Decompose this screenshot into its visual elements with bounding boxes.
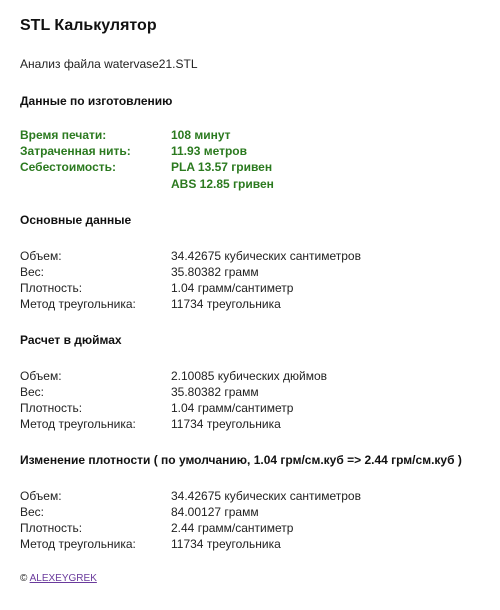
main-volume-label: Объем: [20, 249, 62, 263]
inches-weight-label: Вес: [20, 385, 45, 399]
filament-label: Затраченная нить: [20, 144, 131, 158]
print-time-value: 108 минут [171, 128, 231, 142]
print-time-row [20, 128, 490, 144]
density-weight-row [20, 505, 490, 521]
main-weight-label: Вес: [20, 265, 45, 279]
filament-value: 11.93 метров [171, 144, 248, 158]
inches-triangle-label: Метод треугольника: [20, 417, 136, 431]
density-volume-label: Объем: [20, 489, 62, 503]
cost-pla-value: PLA 13.57 гривен [171, 160, 273, 174]
main-density-value: 1.04 грамм/сантиметр [171, 281, 294, 295]
inches-weight-value: 35.80382 грамм [171, 385, 259, 399]
cost-abs-row [20, 177, 490, 193]
print-time-label: Время печати: [20, 128, 107, 142]
inches-volume-row [20, 369, 490, 385]
main-density-row [20, 281, 490, 297]
density-density-value: 2.44 грамм/сантиметр [171, 521, 294, 535]
main-triangle-value: 11734 треугольника [171, 297, 281, 311]
inches-section-title: Расчет в дюймах [20, 333, 122, 347]
density-volume-row [20, 489, 490, 505]
density-density-label: Плотность: [20, 521, 83, 535]
file-analysis-subtitle: Анализ файла watervase21.STL [20, 57, 198, 71]
inches-weight-row [20, 385, 490, 401]
density-change-section-title: Изменение плотности ( по умолчанию, 1.04 грм/см.куб => 2.44 грм/см.куб ) [20, 453, 462, 467]
inches-volume-value: 2.10085 кубических дюймов [171, 369, 328, 383]
density-triangle-value: 11734 треугольника [171, 537, 281, 551]
density-weight-label: Вес: [20, 505, 45, 519]
page-title: STL Калькулятор [20, 17, 157, 34]
production-section-title: Данные по изготовлению [20, 94, 173, 108]
inches-triangle-value: 11734 треугольника [171, 417, 281, 431]
main-data-section-title: Основные данные [20, 213, 132, 227]
main-volume-value: 34.42675 кубических сантиметров [171, 249, 361, 263]
main-weight-row [20, 265, 490, 281]
density-density-row [20, 521, 490, 537]
author-link[interactable]: ALEXEYGREK [29, 573, 97, 584]
cost-abs-value: ABS 12.85 гривен [171, 177, 274, 191]
density-triangle-label: Метод треугольника: [20, 537, 136, 551]
density-triangle-row [20, 537, 490, 553]
cost-label: Себестоимость: [20, 160, 117, 174]
inches-triangle-row [20, 417, 490, 433]
cost-row [20, 160, 490, 176]
main-volume-row [20, 249, 490, 265]
copyright-symbol: © [20, 573, 28, 584]
footer [20, 573, 97, 584]
main-triangle-row [20, 297, 490, 313]
density-volume-value: 34.42675 кубических сантиметров [171, 489, 361, 503]
density-weight-value: 84.00127 грамм [171, 505, 259, 519]
main-density-label: Плотность: [20, 281, 83, 295]
inches-volume-label: Объем: [20, 369, 62, 383]
inches-density-label: Плотность: [20, 401, 83, 415]
inches-density-value: 1.04 грамм/сантиметр [171, 401, 294, 415]
main-triangle-label: Метод треугольника: [20, 297, 136, 311]
filament-row [20, 144, 490, 160]
main-weight-value: 35.80382 грамм [171, 265, 259, 279]
inches-density-row [20, 401, 490, 417]
